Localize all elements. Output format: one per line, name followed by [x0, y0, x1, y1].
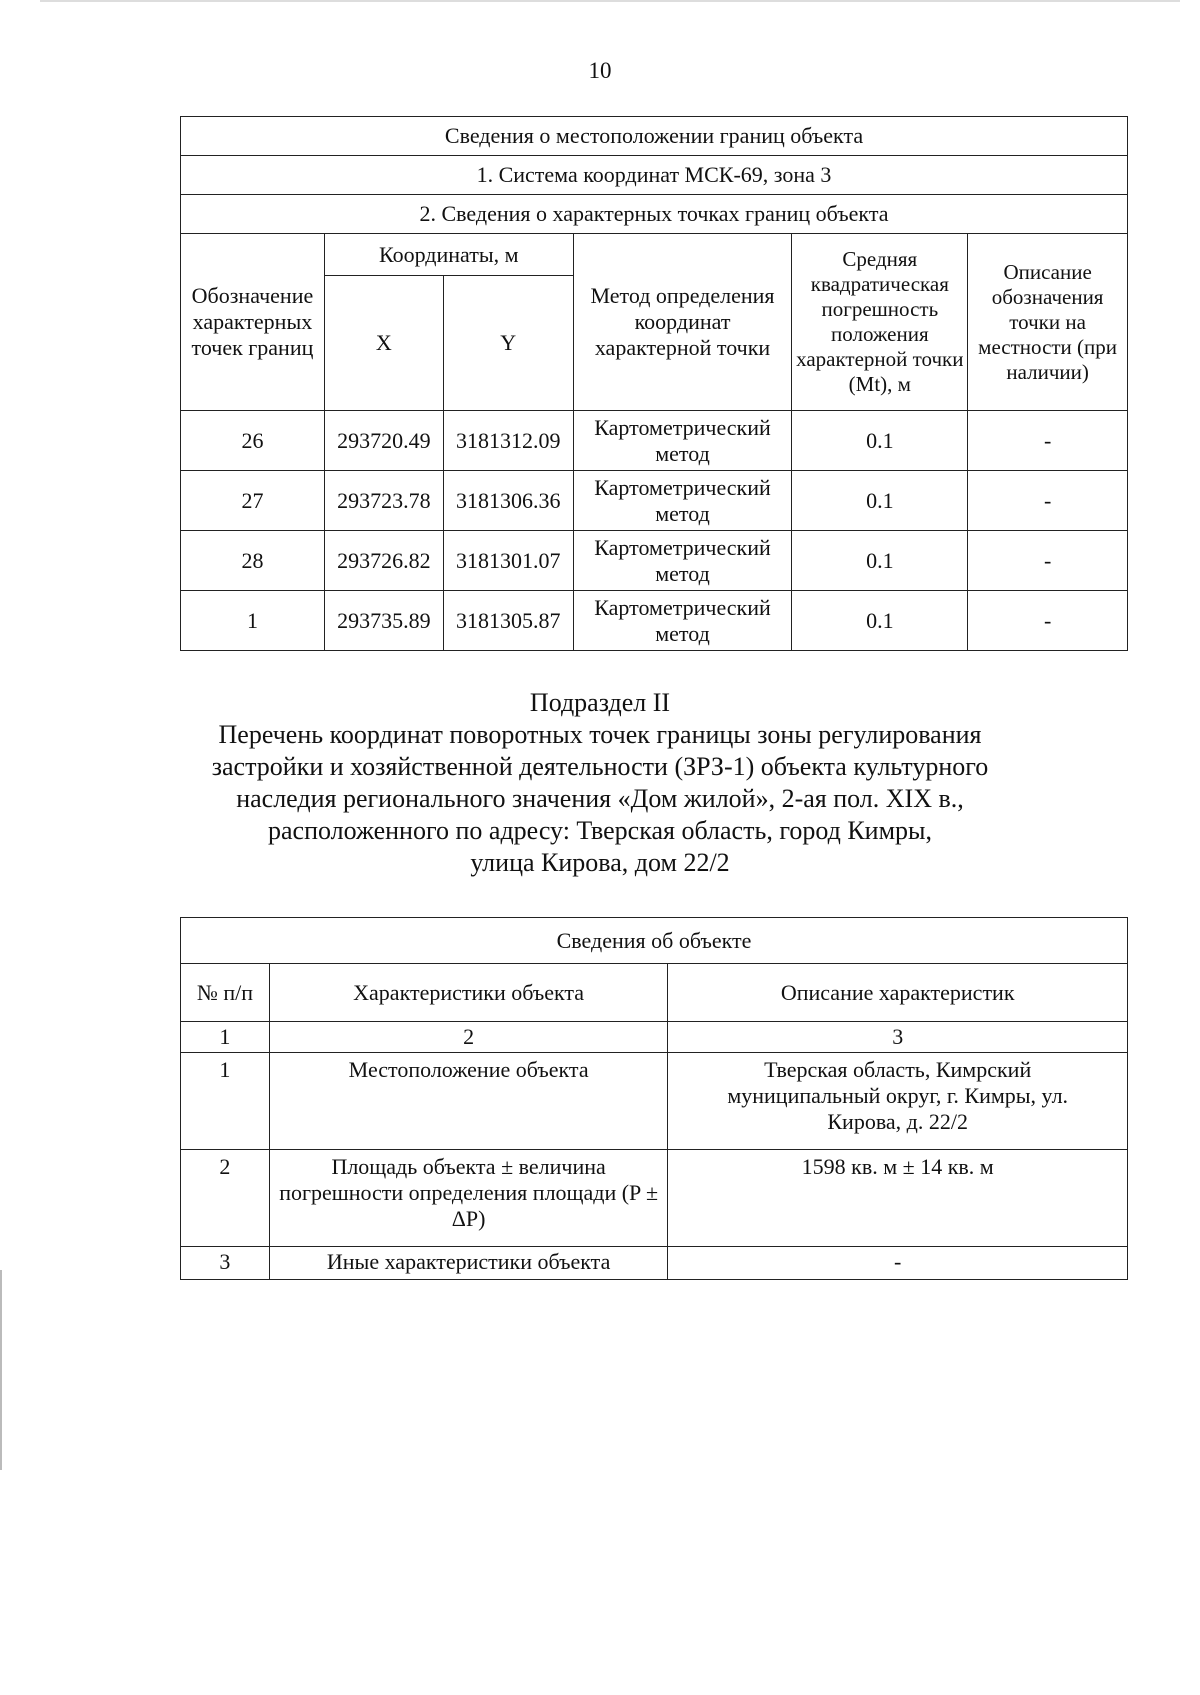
- scan-edge-line: [40, 0, 1180, 2]
- table-row: [181, 1150, 1128, 1247]
- point-error: 0.1: [792, 531, 968, 591]
- column-number: 3: [668, 1022, 1128, 1053]
- object-table-title: Сведения об объекте: [181, 918, 1128, 964]
- point-method: Картометрический метод: [573, 411, 792, 471]
- point-x: 293735.89: [324, 591, 443, 651]
- point-id: 28: [181, 531, 325, 591]
- subsection-text-line: наследия регионального значения «Дом жилой», 2-ая пол. XIX в.,: [236, 784, 964, 813]
- point-y: 3181312.09: [443, 411, 573, 471]
- row-value: 1598 кв. м ± 14 кв. м: [668, 1150, 1128, 1247]
- column-number: 2: [269, 1022, 668, 1053]
- header-designation: Обозначение характерных точек границ: [181, 234, 325, 411]
- subsection-heading: Подраздел II: [529, 688, 671, 717]
- subsection-block: [0, 687, 1200, 879]
- row-characteristic: Иные характеристики объекта: [269, 1247, 668, 1280]
- point-description: -: [968, 471, 1128, 531]
- point-method: Картометрический метод: [573, 531, 792, 591]
- subsection-text-line: Перечень координат поворотных точек границы зоны регулирования: [218, 720, 982, 749]
- header-error: Средняя квадратическая погрешность положения характерной точки (Mt), м: [792, 234, 968, 411]
- point-id: 1: [181, 591, 325, 651]
- header-y: Y: [443, 276, 573, 411]
- header-characteristics-description: Описание характеристик: [668, 964, 1128, 1022]
- table-row: [181, 1053, 1128, 1150]
- subsection-text-line: расположенного по адресу: Тверская область, город Кимры,: [268, 816, 932, 845]
- point-description: -: [968, 531, 1128, 591]
- coordinate-system: 1. Система координат МСК-69, зона 3: [181, 156, 1128, 195]
- row-num: 2: [181, 1150, 270, 1247]
- point-error: 0.1: [792, 471, 968, 531]
- header-characteristics: Характеристики объекта: [269, 964, 668, 1022]
- table-row: [181, 471, 1128, 531]
- table-row: [181, 411, 1128, 471]
- point-id: 26: [181, 411, 325, 471]
- coordinates-table: [180, 116, 1128, 651]
- point-error: 0.1: [792, 591, 968, 651]
- point-y: 3181301.07: [443, 531, 573, 591]
- column-number: 1: [181, 1022, 270, 1053]
- row-num: 1: [181, 1053, 270, 1150]
- table-row: [181, 1247, 1128, 1280]
- row-value: -: [668, 1247, 1128, 1280]
- point-description: -: [968, 591, 1128, 651]
- point-x: 293726.82: [324, 531, 443, 591]
- header-coordinates: Координаты, м: [324, 234, 573, 276]
- point-id: 27: [181, 471, 325, 531]
- point-x: 293720.49: [324, 411, 443, 471]
- subsection-text-line: застройки и хозяйственной деятельности (ЗРЗ-1) объекта культурного: [211, 752, 989, 781]
- header-x: X: [324, 276, 443, 411]
- row-value: Тверская область, Кимрский муниципальный округ, г. Кимры, ул. Кирова, д. 22/2: [668, 1053, 1128, 1150]
- subsection-text-line: улица Кирова, дом 22/2: [470, 848, 730, 877]
- table-row: [181, 531, 1128, 591]
- point-error: 0.1: [792, 411, 968, 471]
- header-description: Описание обозначения точки на местности (при наличии): [968, 234, 1128, 411]
- point-method: Картометрический метод: [573, 471, 792, 531]
- row-num: 3: [181, 1247, 270, 1280]
- point-y: 3181305.87: [443, 591, 573, 651]
- row-characteristic: Местоположение объекта: [269, 1053, 668, 1150]
- point-method: Картометрический метод: [573, 591, 792, 651]
- header-method: Метод определения координат характерной точки: [573, 234, 792, 411]
- point-x: 293723.78: [324, 471, 443, 531]
- scan-edge-mark: [0, 1270, 2, 1470]
- coords-table-title: Сведения о местоположении границ объекта: [181, 117, 1128, 156]
- table-row: [181, 591, 1128, 651]
- header-num: № п/п: [181, 964, 270, 1022]
- point-description: -: [968, 411, 1128, 471]
- object-info-table: [180, 917, 1128, 1280]
- points-title: 2. Сведения о характерных точках границ объекта: [181, 195, 1128, 234]
- point-y: 3181306.36: [443, 471, 573, 531]
- row-characteristic: Площадь объекта ± величина погрешности определения площади (P ± ΔP): [269, 1150, 668, 1247]
- page-number: 10: [588, 58, 612, 83]
